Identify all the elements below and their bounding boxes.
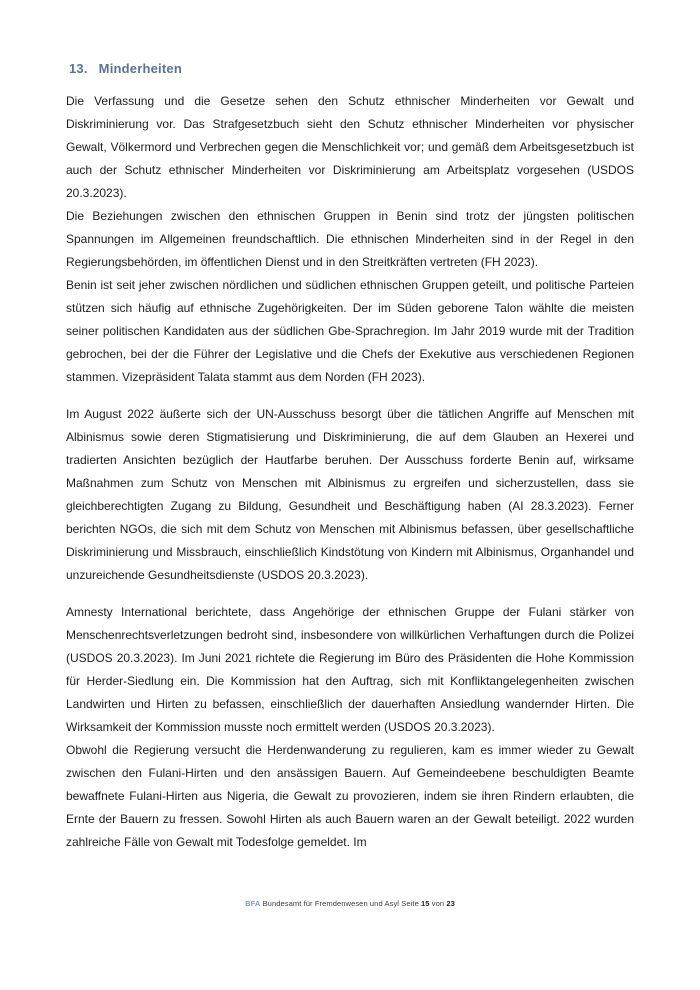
paragraph: Benin ist seit jeher zwischen nördlichen und südlichen ethnischen Gruppen geteilt, und politische Parteien stützen sich häufig auf ethnische Zugehörigkeiten. Der im Süden geborene Talon wählte die meisten seiner politischen Kandidaten aus der südlichen Gbe-Sprachregion. Im Jahr 2019 wurde mit der Tradition gebrochen, bei der die Führer der Legislative und die Chefs der Exekutive aus verschiedenen Regionen stammen. Vizepräsident Talata stammt aus dem Norden (FH 2023). bbox=[66, 278, 634, 384]
paragraph: Die Beziehungen zwischen den ethnischen Gruppen in Benin sind trotz der jüngsten politischen Spannungen im Allgemeinen freundschaftlich. Die ethnischen Minderheiten sind in der Regel in den Regierungsbehörden, im öffentlichen Dienst und in den Streitkräften vertreten (FH 2023). bbox=[66, 209, 634, 269]
paragraph: Amnesty International berichtete, dass Angehörige der ethnischen Gruppe der Fulani stärker von Menschenrechtsverletzungen bedroht sind, insbesondere von willkürlichen Verhaftungen durch die Polizei (USDOS 20.3.2023). Im Juni 2021 richtete die Regierung im Büro des Präsidenten die Hohe Kommission für Herder-Siedlung ein. Die Kommission hat den Auftrag, sich mit Konfliktangelegenheiten zwischen Landwirten und Hirten zu befassen, einschließlich der dauerhaften Ansiedlung wandernder Hirten. Die Wirksamkeit der Kommission musste noch ermittelt werden (USDOS 20.3.2023). bbox=[66, 605, 634, 734]
footer-page-total: 23 bbox=[446, 899, 455, 908]
section-title: Minderheiten bbox=[98, 61, 182, 76]
paragraph: Obwohl die Regierung versucht die Herdenwanderung zu regulieren, kam es immer wieder zu Gewalt zwischen den Fulani-Hirten und den ansässigen Bauern. Auf Gemeindeebene beschuldigten Beamte bewaffnete Fulani-Hirten aus Nigeria, die Gewalt zu provozieren, indem sie ihren Rindern erlaubten, die Ernte der Bauern zu fressen. Sowohl Hirten als auch Bauern waren an der Gewalt beteiligt. 2022 wurden zahlreiche Fälle von Gewalt mit Todesfolge gemeldet. Im bbox=[66, 743, 634, 849]
footer-separator: von bbox=[431, 899, 445, 908]
footer-page-current: 15 bbox=[421, 899, 430, 908]
footer-text: Bundesamt für Fremdenwesen und Asyl Seite bbox=[262, 899, 419, 908]
bfa-logo: BFA bbox=[245, 899, 261, 908]
paragraph: Die Verfassung und die Gesetze sehen den Schutz ethnischer Minderheiten vor Gewalt und Diskriminierung vor. Das Strafgesetzbuch sieht den Schutz ethnischer Minderheiten vor physischer Gewalt, Völkermord und Verbrechen gegen die Menschlichkeit vor; und gemäß dem Arbeitsgesetzbuch ist auch der Schutz ethnischer Minderheiten vor Diskriminierung am Arbeitsplatz vorgesehen (USDOS 20.3.2023). bbox=[66, 94, 634, 200]
section-number: 13. bbox=[69, 61, 88, 76]
section-heading bbox=[69, 61, 182, 76]
body-text bbox=[66, 90, 634, 854]
paragraph: Im August 2022 äußerte sich der UN-Ausschuss besorgt über die tätlichen Angriffe auf Menschen mit Albinismus sowie deren Stigmatisierung und Diskriminierung, die auf dem Glauben an Hexerei und tradierten Ansichten bezüglich der Hautfarbe beruhen. Der Ausschuss forderte Benin auf, wirksame Maßnahmen zum Schutz von Menschen mit Albinismus zu ergreifen und sicherzustellen, dass sie gleichberechtigten Zugang zu Bildung, Gesundheit und Beschäftigung haben (AI 28.3.2023). Ferner berichten NGOs, die sich mit dem Schutz von Menschen mit Albinismus befassen, über gesellschaftliche Diskriminierung und Missbrauch, einschließlich Kindstötung von Kindern mit Albinismus, Organhandel und unzureichende Gesundheitsdienste (USDOS 20.3.2023). bbox=[66, 407, 634, 582]
page-footer bbox=[0, 899, 700, 908]
